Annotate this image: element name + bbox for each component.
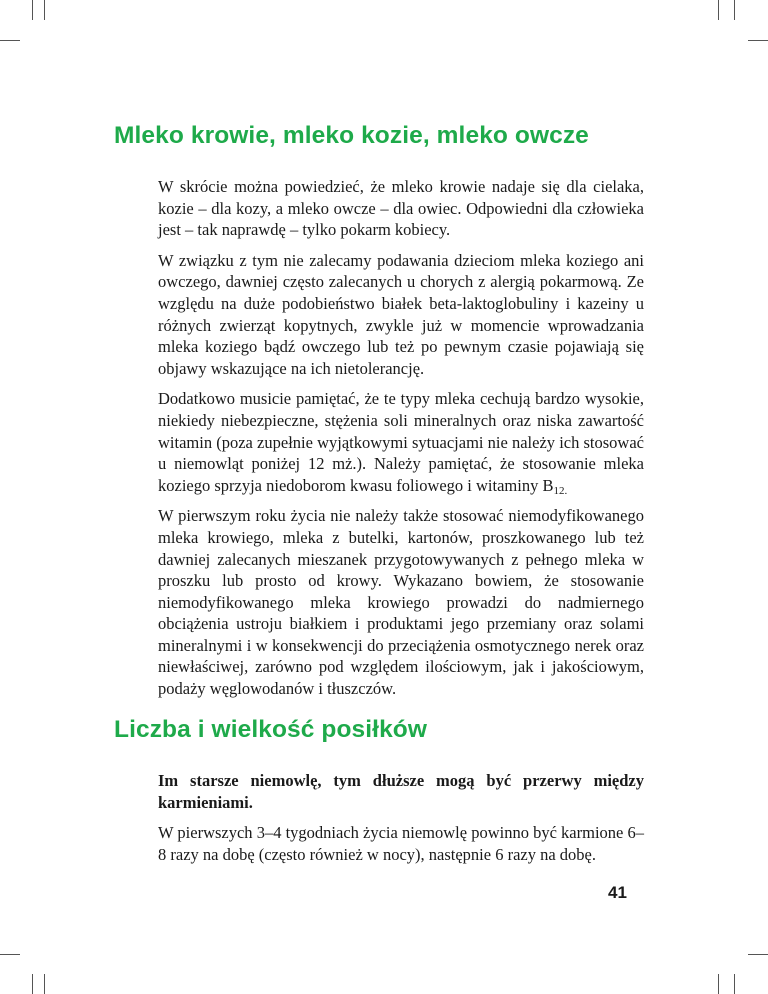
paragraph: W pierwszym roku życia nie należy także stosować niemodyfikowanego mleka krowiego, mleka z butelki, kartonów, proszkowanego lub też dawniej zalecanych mieszanek przygotowywanych z pełnego mleka w proszku lub prosto od krowy. Wykazano bowiem, że stosowanie niemodyfikowanego mleka krowiego prowadzi do nadmiernego obciążenia ustroju białkiem i produktami jego przemiany oraz solami mineralnymi i w konsekwencji do przeciążenia osmotycznego nerek oraz niewłaściwej, zarówno pod względem ilościowym, jak i jakościowym, podaży węglowodanów i tłuszczów.: [158, 506, 644, 699]
page-number: 41: [608, 883, 627, 902]
paragraph: W pierwszych 3–4 tygodniach życia niemowlę powinno być karmione 6–8 razy na dobę (często również w nocy), następnie 6 razy na dobę.: [158, 823, 644, 864]
crop-mark: [0, 40, 20, 41]
crop-mark: [734, 0, 735, 20]
crop-mark: [748, 954, 768, 955]
crop-mark: [748, 40, 768, 41]
section-heading: Mleko krowie, mleko kozie, mleko owcze: [114, 122, 589, 149]
paragraph-text: Dodatkowo musicie pamiętać, że te typy mleka cechują bardzo wysokie, niekiedy niebezpieczne, stężenia soli mineralnych oraz niska zawartość witamin (poza zupełnie wyjątkowymi sytuacjami nie należy ich stosować u niemowląt poniżej 12 mż.). Należy pamiętać, że stosowanie mleka koziego sprzyja niedoborom kwasu foliowego i witaminy B: [158, 389, 644, 495]
section-body: [158, 770, 644, 874]
crop-mark: [718, 0, 719, 20]
section-body: [158, 176, 644, 709]
section-heading: Liczba i wielkość posiłków: [114, 716, 428, 743]
crop-mark: [44, 0, 45, 20]
crop-mark: [44, 974, 45, 994]
paragraph: [158, 388, 644, 496]
subscript: 12.: [553, 484, 568, 497]
crop-mark: [0, 954, 20, 955]
crop-mark: [32, 0, 33, 20]
crop-mark: [32, 974, 33, 994]
lead-paragraph: Im starsze niemowlę, tym dłuższe mogą być przerwy między karmieniami.: [158, 771, 644, 812]
crop-mark: [734, 974, 735, 994]
crop-mark: [718, 974, 719, 994]
paragraph: W skrócie można powiedzieć, że mleko krowie nadaje się dla cielaka, kozie – dla kozy, a mleko owcze – dla owiec. Odpowiedni dla człowieka jest – tak naprawdę – tylko pokarm kobiecy.: [158, 177, 644, 240]
paragraph: W związku z tym nie zalecamy podawania dzieciom mleka koziego ani owczego, dawniej często zalecanych u chorych z alergią pokarmową. Ze względu na duże podobieństwo białek beta-laktoglobuliny i kazeiny u różnych zwierząt kopytnych, zwykle już w momencie wprowadzania mleka koziego bądź owczego lub też po pewnym czasie pojawiają się objawy wskazujące na ich nietolerancję.: [158, 250, 644, 378]
